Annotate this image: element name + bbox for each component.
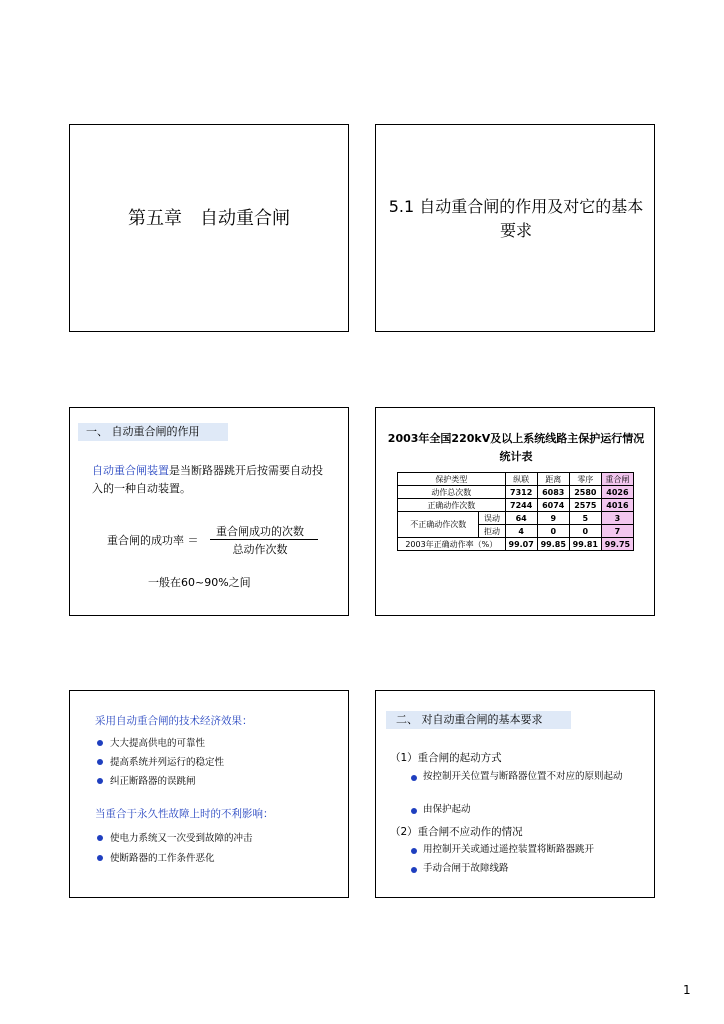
table-cell: 零序 xyxy=(569,473,601,486)
table-cell: 2580 xyxy=(569,486,601,499)
table-cell: 99.81 xyxy=(569,538,601,551)
table-cell: 99.75 xyxy=(601,538,633,551)
table-cell: 动作总次数 xyxy=(398,486,506,499)
slide-3 xyxy=(69,407,349,616)
table-cell: 9 xyxy=(537,512,569,525)
formula-lhs: 重合闸的成功率 ＝ xyxy=(107,534,199,547)
bullet-icon xyxy=(97,778,103,784)
table-row xyxy=(398,512,634,525)
subheading: （2）重合闸不应动作的情况 xyxy=(390,826,523,838)
definition-body: 是当断路器跳开后按需要自动投入的一种自动装置。 xyxy=(92,464,323,495)
table-cell: 7312 xyxy=(505,486,537,499)
table-title: 2003年全国220kV及以上系统线路主保护运行情况统计表 xyxy=(387,432,645,463)
section-title: 5.1 自动重合闸的作用及对它的基本要求 xyxy=(388,197,644,240)
table-cell: 4026 xyxy=(601,486,633,499)
table-cell: 0 xyxy=(569,525,601,538)
table-cell: 6074 xyxy=(537,499,569,512)
drawbacks-heading: 当重合于永久性故障上时的不利影响： xyxy=(95,808,274,820)
table-cell: 7 xyxy=(601,525,633,538)
table-cell: 6083 xyxy=(537,486,569,499)
table-cell: 2575 xyxy=(569,499,601,512)
list-item: 使电力系统又一次受到故障的冲击 xyxy=(110,833,253,844)
list-item: 按控制开关位置与断路器位置不对应的原则起动 xyxy=(423,771,623,782)
formula-denominator: 总动作次数 xyxy=(232,543,288,556)
table-row xyxy=(398,486,634,499)
table-cell: 误动 xyxy=(479,512,505,525)
table-cell: 5 xyxy=(569,512,601,525)
bullet-icon xyxy=(97,855,103,861)
table-cell: 不正确动作次数 xyxy=(398,512,479,538)
table-cell: 3 xyxy=(601,512,633,525)
definition-term: 自动重合闸装置 xyxy=(92,464,169,477)
bullet-icon xyxy=(97,740,103,746)
table-cell: 纵联 xyxy=(505,473,537,486)
slide-4 xyxy=(375,407,655,616)
bullet-icon xyxy=(411,867,417,873)
section-heading: 一、 自动重合闸的作用 xyxy=(78,423,228,441)
table-cell: 4 xyxy=(505,525,537,538)
list-item: 手动合闸于故障线路 xyxy=(423,863,509,874)
bullet-icon xyxy=(97,759,103,765)
table-cell: 保护类型 xyxy=(398,473,506,486)
slide-2 xyxy=(375,124,655,332)
statistics-table xyxy=(397,472,634,551)
table-header-row xyxy=(398,473,634,486)
table-cell: 2003年正确动作率（%） xyxy=(398,538,506,551)
subheading: （1）重合闸的起动方式 xyxy=(390,752,502,764)
fraction-bar xyxy=(210,539,318,540)
table-cell: 99.85 xyxy=(537,538,569,551)
table-cell: 64 xyxy=(505,512,537,525)
list-item: 大大提高供电的可靠性 xyxy=(110,738,206,749)
bullet-icon xyxy=(411,848,417,854)
success-rate-note: 一般在60~90%之间 xyxy=(148,576,251,589)
table-cell: 0 xyxy=(537,525,569,538)
table-cell: 重合闸 xyxy=(601,473,633,486)
list-item: 使断路器的工作条件恶化 xyxy=(110,853,215,864)
section-heading: 二、 对自动重合闸的基本要求 xyxy=(386,711,571,729)
table-cell: 距离 xyxy=(537,473,569,486)
table-cell: 7244 xyxy=(505,499,537,512)
slide-6 xyxy=(375,690,655,898)
bullet-icon xyxy=(411,808,417,814)
table-cell: 拒动 xyxy=(479,525,505,538)
list-item: 用控制开关或通过遥控装置将断路器跳开 xyxy=(423,844,595,855)
table-cell: 正确动作次数 xyxy=(398,499,506,512)
list-item: 纠正断路器的误跳闸 xyxy=(110,776,196,787)
table-row xyxy=(398,499,634,512)
bullet-icon xyxy=(411,775,417,781)
chapter-title: 第五章 自动重合闸 xyxy=(128,208,290,229)
page-number: 1 xyxy=(683,983,691,997)
bullet-icon xyxy=(97,835,103,841)
definition-text xyxy=(92,462,332,498)
table-cell: 99.07 xyxy=(505,538,537,551)
table-row xyxy=(398,538,634,551)
benefits-heading: 采用自动重合闸的技术经济效果： xyxy=(95,715,253,727)
slide-5 xyxy=(69,690,349,898)
table-cell: 4016 xyxy=(601,499,633,512)
slide-1 xyxy=(69,124,349,332)
list-item: 提高系统并列运行的稳定性 xyxy=(110,757,225,768)
list-item: 由保护起动 xyxy=(423,804,471,815)
formula-numerator: 重合闸成功的次数 xyxy=(216,525,304,538)
